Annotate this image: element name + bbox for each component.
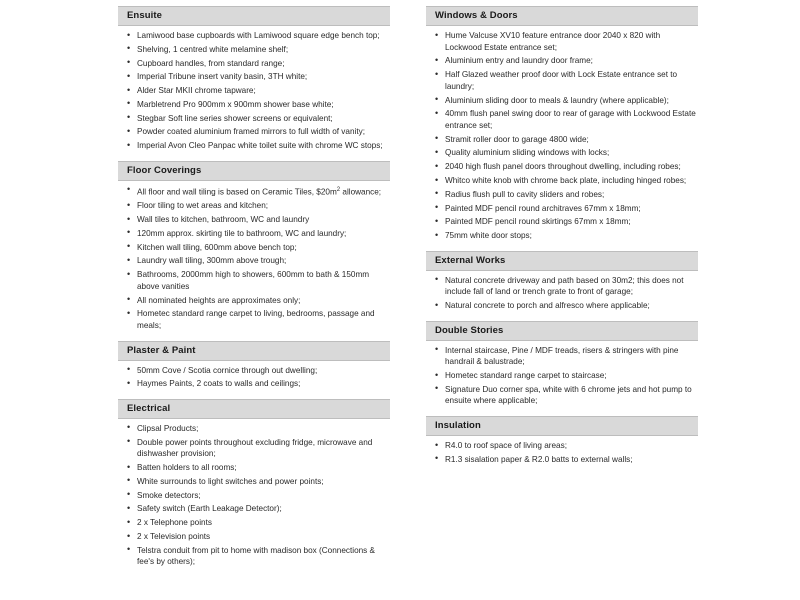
list-item: • 40mm flush panel swing door to rear of garage with Lockwood Estate entrance set; [434, 108, 698, 131]
list-item: • Stramit roller door to garage 4800 wide; [434, 134, 698, 146]
list-item: • R1.3 sisalation paper & R2.0 batts to external walls; [434, 454, 698, 466]
section-external-works [426, 251, 698, 312]
list-item: • Bathrooms, 2000mm high to showers, 600mm to bath & 150mm above vanities [126, 269, 390, 292]
section-item-list [426, 345, 698, 407]
right-column [426, 6, 698, 474]
section-insulation [426, 416, 698, 465]
list-item: • Kitchen wall tiling, 600mm above bench top; [126, 242, 390, 254]
list-item: • Shelving, 1 centred white melamine shelf; [126, 44, 390, 56]
list-item: • Painted MDF pencil round architraves 67mm x 18mm; [434, 203, 698, 215]
list-item: • Telstra conduit from pit to home with madison box (Connections & fee's by others); [126, 545, 390, 568]
list-item: • Aluminium sliding door to meals & laundry (where applicable); [434, 95, 698, 107]
section-plaster-paint [118, 341, 390, 390]
list-item: • Half Glazed weather proof door with Lock Estate entrance set to laundry; [434, 69, 698, 92]
section-double-stories [426, 321, 698, 407]
section-heading: External Works [426, 251, 698, 271]
section-floor-coverings [118, 161, 390, 332]
section-item-list [118, 423, 390, 568]
section-heading: Ensuite [118, 6, 390, 26]
list-item: • Safety switch (Earth Leakage Detector); [126, 503, 390, 515]
list-item: • Natural concrete to porch and alfresco where applicable; [434, 300, 698, 312]
list-item: • Alder Star MKII chrome tapware; [126, 85, 390, 97]
list-item: • Marbletrend Pro 900mm x 900mm shower base white; [126, 99, 390, 111]
section-heading: Windows & Doors [426, 6, 698, 26]
list-item: • Painted MDF pencil round skirtings 67mm x 18mm; [434, 216, 698, 228]
list-item: • 120mm approx. skirting tile to bathroom, WC and laundry; [126, 228, 390, 240]
list-item: • Wall tiles to kitchen, bathroom, WC and laundry [126, 214, 390, 226]
list-item: • Radius flush pull to cavity sliders and robes; [434, 189, 698, 201]
list-item: • All floor and wall tiling is based on Ceramic Tiles, $\$20m^2$ allowance; [126, 185, 390, 198]
list-item: • Hometec standard range carpet to living, bedrooms, passage and meals; [126, 308, 390, 331]
list-item: • 2040 high flush panel doors throughout dwelling, including robes; [434, 161, 698, 173]
section-ensuite [118, 6, 390, 152]
list-item: • Clipsal Products; [126, 423, 390, 435]
list-item: • Imperial Avon Cleo Panpac white toilet suite with chrome WC stops; [126, 140, 390, 152]
section-item-list [426, 30, 698, 242]
list-item: • All nominated heights are approximates only; [126, 295, 390, 307]
left-column [118, 6, 390, 577]
section-item-list [118, 185, 390, 332]
two-column-layout [10, 6, 790, 577]
list-item: • Cupboard handles, from standard range; [126, 58, 390, 70]
list-item: • R4.0 to roof space of living areas; [434, 440, 698, 452]
list-item: • Stegbar Soft line series shower screens or equivalent; [126, 113, 390, 125]
section-heading: Electrical [118, 399, 390, 419]
section-windows-doors [426, 6, 698, 242]
list-item: • White surrounds to light switches and power points; [126, 476, 390, 488]
list-item: • Double power points throughout excluding fridge, microwave and dishwasher provision; [126, 437, 390, 460]
list-item: • Smoke detectors; [126, 490, 390, 502]
list-item: • Haymes Paints, 2 coats to walls and ceilings; [126, 378, 390, 390]
list-item: • 2 x Telephone points [126, 517, 390, 529]
list-item: • Signature Duo corner spa, white with 6 chrome jets and hot pump to ensuite where applicable; [434, 384, 698, 407]
section-item-list [118, 365, 390, 390]
section-heading: Floor Coverings [118, 161, 390, 181]
section-item-list [426, 440, 698, 465]
list-item: • Whitco white knob with chrome back plate, including hinged robes; [434, 175, 698, 187]
section-heading: Plaster & Paint [118, 341, 390, 361]
list-item: • Laundry wall tiling, 300mm above trough; [126, 255, 390, 267]
list-item: • 75mm white door stops; [434, 230, 698, 242]
list-item: • 50mm Cove / Scotia cornice through out dwelling; [126, 365, 390, 377]
list-item: • Aluminium entry and laundry door frame; [434, 55, 698, 67]
section-item-list [118, 30, 390, 152]
list-item: • Hume Valcuse XV10 feature entrance door 2040 x 820 with Lockwood Estate entrance set; [434, 30, 698, 53]
list-item: • Hometec standard range carpet to staircase; [434, 370, 698, 382]
list-item: • Batten holders to all rooms; [126, 462, 390, 474]
list-item: • Floor tiling to wet areas and kitchen; [126, 200, 390, 212]
list-item: • Natural concrete driveway and path based on 30m2; this does not include fall of land or trench grate to front of garage; [434, 275, 698, 298]
section-heading: Double Stories [426, 321, 698, 341]
list-item: • Imperial Tribune insert vanity basin, 3TH white; [126, 71, 390, 83]
list-item: • 2 x Television points [126, 531, 390, 543]
list-item: • Powder coated aluminium framed mirrors to full width of vanity; [126, 126, 390, 138]
section-electrical [118, 399, 390, 568]
section-heading: Insulation [426, 416, 698, 436]
list-item: • Internal staircase, Pine / MDF treads, risers & stringers with pine handrail & balustrade; [434, 345, 698, 368]
list-item: • Quality aluminium sliding windows with locks; [434, 147, 698, 159]
list-item: • Lamiwood base cupboards with Lamiwood square edge bench top; [126, 30, 390, 42]
section-item-list [426, 275, 698, 312]
